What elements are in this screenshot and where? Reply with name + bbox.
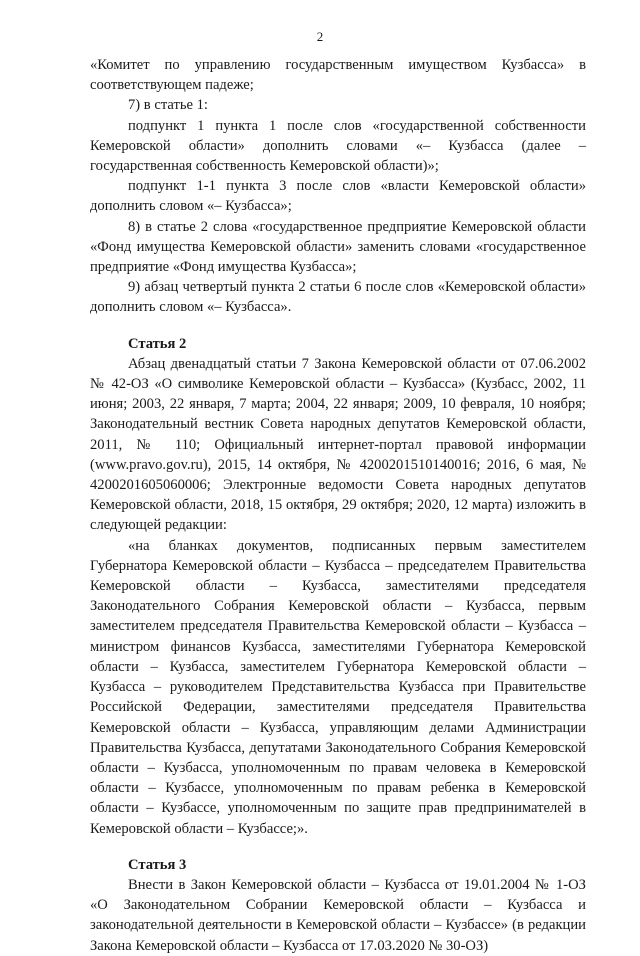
document-body xyxy=(90,55,586,956)
article-3-heading: Статья 3 xyxy=(128,856,187,873)
paragraph: подпункт 1-1 пункта 3 после слов «власти Кемеровской области» дополнить словом «– Кузбасса»; xyxy=(90,178,586,215)
paragraph: 9) абзац четвертый пункта 2 статьи 6 после слов «Кемеровской области» дополнить словом «– Кузбасса». xyxy=(90,279,586,316)
paragraph: 8) в статье 2 слова «государственное предприятие Кемеровской области «Фонд имущества Кемеровской области» заменить словами «государственное предприятие «Фонд имущества Кузбасса»; xyxy=(90,218,586,276)
paragraph: подпункт 1 пункта 1 после слов «государственной собственности Кемеровской области» дополнить словами «– Кузбасса (далее – государственная собственность Кемеровской области)»; xyxy=(90,117,586,175)
paragraph: Абзац двенадцатый статьи 7 Закона Кемеровской области от 07.06.2002 № 42-ОЗ «О символике Кемеровской области – Кузбасса» (Кузбасс, 2002, 11 июня; 2003, 22 января, 7 марта; 2004, 22 января; 2009, 10 февраля, 10 ноября; Законодательный вестник Совета народных депутатов Кемеровской области, 2011, № 110; Официальный интернет-портал правовой информации (www.pravo.gov.ru), 2015, 14 октября, № 4200201510140016; 2016, 6 мая, № 4200201605060006; Электронные ведомости Совета народных депутатов Кемеровской области, 2018, 15 октября, 29 октября; 2020, 12 марта) изложить в следующей редакции: xyxy=(90,355,586,534)
paragraph: «Комитет по управлению государственным имуществом Кузбасса» в соответствующем падеже; xyxy=(90,57,586,94)
paragraph: 7) в статье 1: xyxy=(128,97,208,114)
article-2-heading: Статья 2 xyxy=(128,335,187,352)
page-number: 2 xyxy=(316,29,324,44)
paragraph: «на бланках документов, подписанных первым заместителем Губернатора Кемеровской области – Кузбасса – председателем Правительства Кемеровской области – Кузбасса, заместителями председателя Законодательного Собрания Кемеровской области – Кузбасса, первым заместителем председателя Правительства Кемеровской области – Кузбасса – министром финансов Кузбасса, заместителями Губернатора Кемеровской области – Кузбасса, заместителем Губернатора Кемеровской области – Кузбасса – руководителем Представительства Кузбасса при Правительстве Российской Федерации, заместителями председателя Правительства Кемеровской области – Кузбасса, управляющим делами Администрации Правительства Кузбасса, депутатами Законодательного Собрания Кемеровской области – Кузбасса, уполномоченным по правам человека в Кемеровской области – Кузбассе, уполномоченным по правам ребенка в Кемеровской области – Кузбассе, уполномоченным по защите прав предпринимателей в Кемеровской области – Кузбассе;». xyxy=(90,537,586,837)
paragraph: Внести в Закон Кемеровской области – Кузбасса от 19.01.2004 № 1-ОЗ «О Законодательном Собрании Кемеровской области – Кузбасса и законодательной деятельности в Кемеровской области – Кузбассе» (в редакции Закона Кемеровской области – Кузбасса от 17.03.2020 № 30-ОЗ) xyxy=(90,876,586,954)
